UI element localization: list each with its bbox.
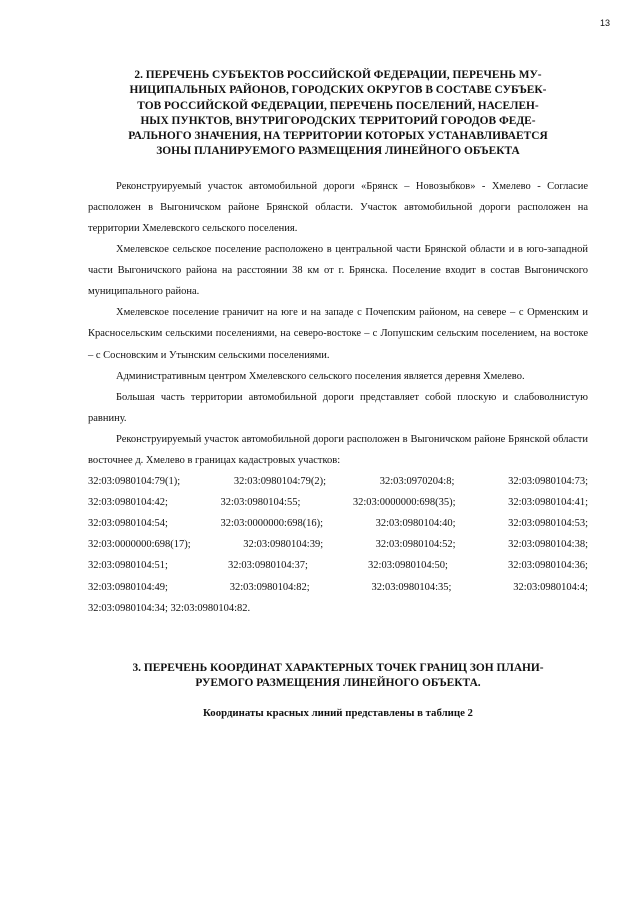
cadastral-number: 32:03:0980104:4;: [513, 581, 588, 593]
cadastral-number: 32:03:0980104:52;: [375, 539, 456, 551]
cadastral-number: 32:03:0000000:698(16);: [220, 518, 324, 530]
paragraph-admin-center: Административным центром Хмелевского сельского поселения является деревня Хмелево.: [116, 370, 525, 382]
table-reference: Координаты красных линий представлены в таблице 2: [203, 707, 473, 720]
document-body: [88, 68, 588, 719]
section-3-heading: [88, 661, 588, 692]
paragraph-terrain: Большая часть территории автомобильной дороги представляет собой плоскую и слабоволнистую равнину.: [88, 391, 588, 424]
paragraph-road-location: Реконструируемый участок автомобильной дороги «Брянск – Новозыбков» - Хмелево - Согласие расположен в Выгоничском районе Брянской области. Участок автомобильной дороги расположен на территории Хмелевского сельского поселения.: [88, 180, 588, 234]
paragraph-settlement-location: Хмелевское сельское поселение расположено в центральной части Брянской области и в юго-западной части Выгоничского района на расстоянии 38 км от г. Брянска. Поселение входит в состав Выгоничского муниципального района.: [88, 244, 588, 298]
cadastral-number: 32:03:0980104:39;: [243, 539, 324, 551]
cadastral-list: [88, 471, 588, 619]
cadastral-number: 32:03:0980104:37;: [228, 560, 308, 572]
heading-line: НИЦИПАЛЬНЫХ РАЙОНОВ, ГОРОДСКИХ ОКРУГОВ В СОСТАВЕ СУБЪЕК-: [129, 84, 547, 97]
cadastral-row: [88, 492, 588, 513]
cadastral-row: [88, 577, 588, 598]
cadastral-number: 32:03:0980104:35;: [371, 581, 452, 593]
cadastral-number: 32:03:0980104:38;: [508, 539, 588, 551]
cadastral-number: 32:03:0980104:55;: [220, 497, 301, 509]
cadastral-number: 32:03:0980104:82;: [229, 581, 310, 593]
paragraph-borders: Хмелевское поселение граничит на юге и на западе с Почепским районом, на севере – с Орменским и Красносельским сельскими поселениями, на северо-востоке – с Лопушским сельским поселением, на востоке – с Сосновским и Утынским сельскими поселениями.: [88, 307, 588, 361]
cadastral-number: 32:03:0980104:73;: [508, 476, 588, 488]
cadastral-number: 32:03:0980104:40;: [375, 518, 456, 530]
cadastral-number: 32:03:0980104:41;: [508, 497, 588, 509]
cadastral-number: 32:03:0000000:698(17);: [88, 539, 191, 551]
paragraph-cadastral-intro: Реконструируемый участок автомобильной дороги расположен в Выгоничском районе Брянской области восточнее д. Хмелево в границах кадастровых участков:: [88, 433, 588, 466]
heading-line: ТОВ РОССИЙСКОЙ ФЕДЕРАЦИИ, ПЕРЕЧЕНЬ ПОСЕЛЕНИЙ, НАСЕЛЕН-: [137, 99, 539, 112]
cadastral-number: 32:03:0980104:36;: [508, 560, 588, 572]
heading-line: РАЛЬНОГО ЗНАЧЕНИЯ, НА ТЕРРИТОРИИ КОТОРЫХ УСТАНАВЛИВАЕТСЯ: [128, 130, 548, 143]
section-2-heading: [88, 68, 588, 160]
cadastral-number: 32:03:0980104:49;: [88, 581, 168, 593]
cadastral-row: [88, 534, 588, 555]
cadastral-number: 32:03:0980104:79(1);: [88, 476, 181, 488]
heading-line: 2. ПЕРЕЧЕНЬ СУБЪЕКТОВ РОССИЙСКОЙ ФЕДЕРАЦИИ, ПЕРЕЧЕНЬ МУ-: [134, 69, 542, 81]
cadastral-row: [88, 471, 588, 492]
page-number: 13: [599, 18, 610, 28]
cadastral-row-last: 32:03:0980104:34; 32:03:0980104:82.: [88, 602, 251, 614]
cadastral-number: 32:03:0000000:698(35);: [352, 497, 456, 509]
heading-line: ЗОНЫ ПЛАНИРУЕМОГО РАЗМЕЩЕНИЯ ЛИНЕЙНОГО ОБЪЕКТА: [156, 145, 520, 158]
cadastral-row: [88, 513, 588, 534]
cadastral-number: 32:03:0980104:51;: [88, 560, 168, 572]
heading-line: РУЕМОГО РАЗМЕЩЕНИЯ ЛИНЕЙНОГО ОБЪЕКТА.: [195, 677, 481, 690]
cadastral-number: 32:03:0980104:53;: [508, 518, 588, 530]
cadastral-row: [88, 555, 588, 576]
cadastral-number: 32:03:0980104:79(2);: [233, 476, 327, 488]
heading-line: 3. ПЕРЕЧЕНЬ КООРДИНАТ ХАРАКТЕРНЫХ ТОЧЕК ГРАНИЦ ЗОН ПЛАНИ-: [132, 661, 544, 674]
cadastral-number: 32:03:0970204:8;: [379, 476, 455, 488]
cadastral-number: 32:03:0980104:42;: [88, 497, 168, 509]
heading-line: НЫХ ПУНКТОВ, ВНУТРИГОРОДСКИХ ТЕРРИТОРИЙ ГОРОДОВ ФЕДЕ-: [140, 114, 536, 127]
cadastral-number: 32:03:0980104:54;: [88, 518, 168, 530]
cadastral-number: 32:03:0980104:50;: [368, 560, 448, 572]
